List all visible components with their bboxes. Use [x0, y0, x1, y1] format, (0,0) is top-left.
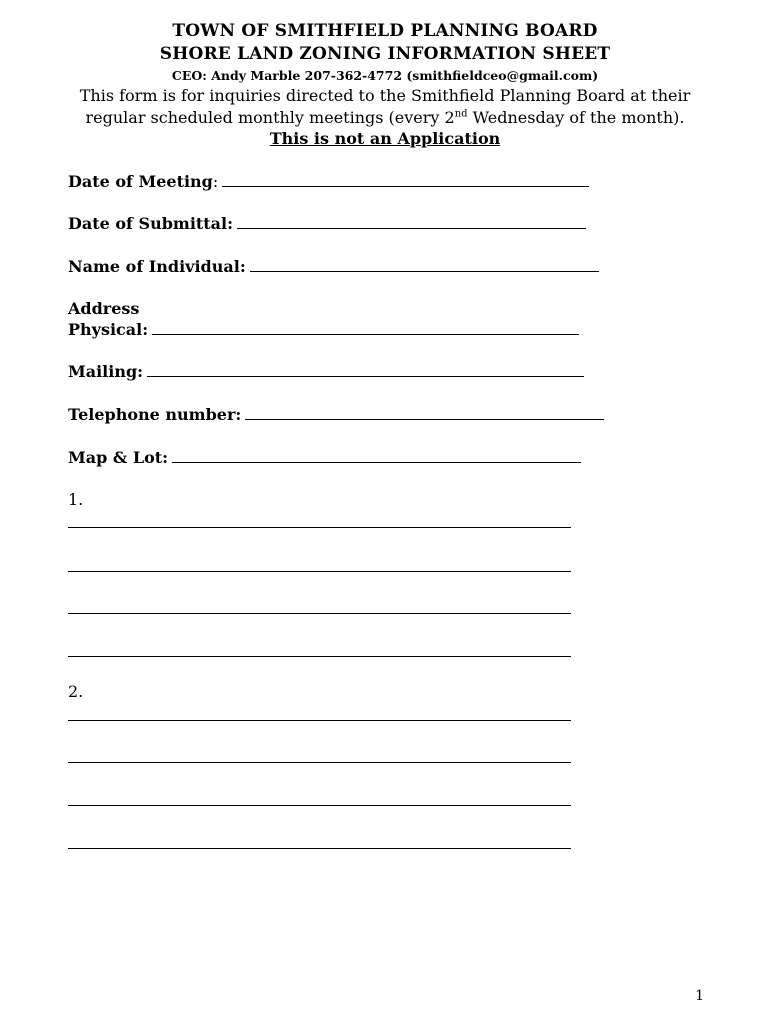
question-2-answer-line[interactable] [68, 762, 571, 763]
date-of-submittal-blank[interactable] [237, 214, 586, 229]
question-1-answer-line[interactable] [68, 613, 571, 614]
telephone-field [68, 405, 604, 425]
question-1-answer-line[interactable] [68, 656, 571, 657]
name-of-individual-field [68, 257, 599, 277]
map-lot-label: Map & Lot: [68, 448, 169, 467]
ceo-contact: CEO: Andy Marble 207-362-4772 (smithfieldceo@gmail.com) [171, 68, 599, 83]
date-of-meeting-blank[interactable] [222, 172, 589, 187]
date-of-submittal-field [68, 214, 586, 234]
date-of-submittal-label: Date of Submittal: [68, 214, 234, 233]
question-2-answer-line[interactable] [68, 720, 571, 721]
mailing-address-label: Mailing: [68, 362, 144, 381]
map-lot-blank[interactable] [172, 448, 581, 463]
date-of-meeting-colon: : [212, 172, 219, 191]
title-line-1: TOWN OF SMITHFIELD PLANNING BOARD [172, 21, 598, 41]
telephone-blank[interactable] [245, 405, 604, 420]
question-2-answer-line[interactable] [68, 805, 571, 806]
address-heading: Address [68, 299, 140, 318]
question-2-answer-line[interactable] [68, 848, 571, 849]
intro-text-1: This form is for inquiries directed to the Smithfield Planning Board at their regular scheduled monthly meetings (every 2 [79, 86, 691, 127]
question-2-number: 2. [68, 682, 84, 701]
physical-address-blank[interactable] [152, 320, 579, 335]
mailing-address-blank[interactable] [147, 362, 584, 377]
intro-superscript: nd [454, 108, 468, 120]
question-1-answer-line[interactable] [68, 527, 571, 528]
date-of-meeting-label: Date of Meeting [68, 172, 213, 191]
intro-text-2: Wednesday of the month). [467, 107, 685, 127]
map-lot-field [68, 448, 581, 468]
intro-paragraph [65, 85, 705, 150]
page-number: 1 [695, 988, 704, 1004]
document-header [0, 20, 770, 150]
question-1-number: 1. [68, 490, 84, 509]
telephone-label: Telephone number: [68, 405, 242, 424]
name-of-individual-label: Name of Individual: [68, 257, 246, 276]
question-1-answer-line[interactable] [68, 571, 571, 572]
not-application-notice: This is not an Application [269, 129, 501, 148]
name-of-individual-blank[interactable] [250, 257, 599, 272]
mailing-address-field [68, 362, 584, 382]
title-line-2: SHORE LAND ZONING INFORMATION SHEET [159, 44, 611, 64]
physical-address-label: Physical: [68, 320, 149, 339]
date-of-meeting-field [68, 172, 589, 192]
physical-address-field [68, 320, 579, 340]
